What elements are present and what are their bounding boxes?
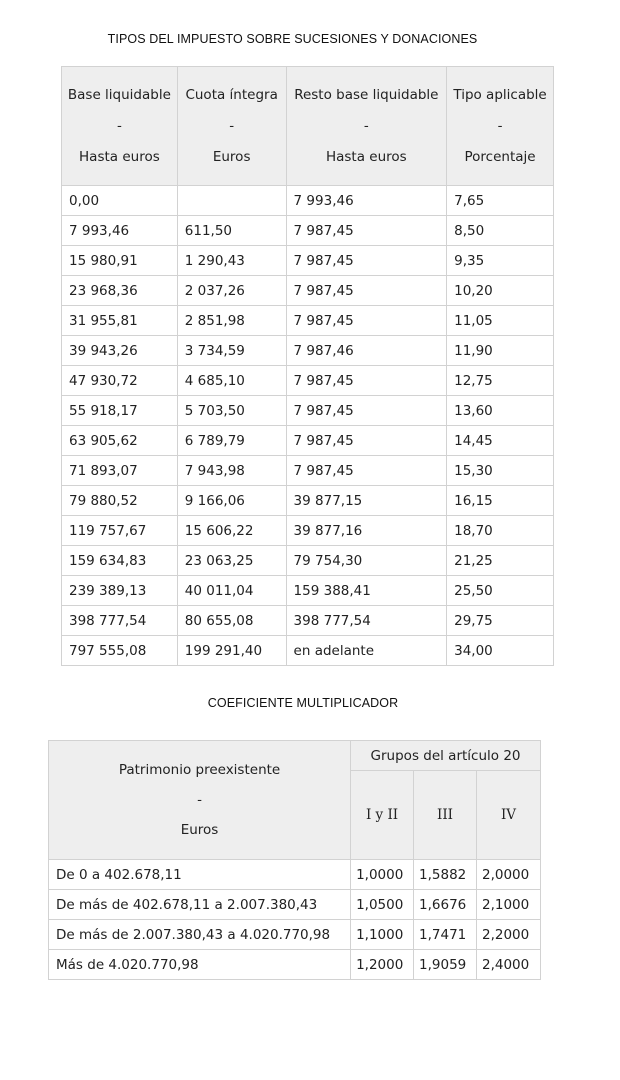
cell-coef-i-ii: 1,2000 — [351, 950, 414, 980]
cell-tipo-aplicable: 25,50 — [447, 576, 554, 606]
header-group-i-ii: I y II — [351, 771, 414, 860]
cell-tipo-aplicable: 11,90 — [447, 336, 554, 366]
cell-resto-base: 7 987,45 — [286, 456, 447, 486]
table-row — [62, 366, 554, 396]
cell-resto-base: 7 987,46 — [286, 336, 447, 366]
cell-coef-i-ii: 1,0500 — [351, 890, 414, 920]
cell-coef-iii: 1,6676 — [414, 890, 477, 920]
cell-resto-base: 39 877,16 — [286, 516, 447, 546]
cell-resto-base: 7 993,46 — [286, 186, 447, 216]
cell-tipo-aplicable: 8,50 — [447, 216, 554, 246]
table-row — [49, 890, 541, 920]
cell-base-liquidable: 71 893,07 — [62, 456, 178, 486]
table-row — [62, 276, 554, 306]
cell-cuota-integra: 9 166,06 — [177, 486, 286, 516]
cell-base-liquidable: 31 955,81 — [62, 306, 178, 336]
table-row — [62, 606, 554, 636]
cell-resto-base: 7 987,45 — [286, 246, 447, 276]
cell-resto-base: 7 987,45 — [286, 276, 447, 306]
header-patrimonio: Patrimonio preexistente - Euros — [49, 741, 351, 860]
table-row — [62, 516, 554, 546]
cell-base-liquidable: 23 968,36 — [62, 276, 178, 306]
cell-coef-iv: 2,2000 — [477, 920, 541, 950]
table-row — [62, 486, 554, 516]
cell-cuota-integra: 23 063,25 — [177, 546, 286, 576]
cell-cuota-integra: 3 734,59 — [177, 336, 286, 366]
cell-tipo-aplicable: 10,20 — [447, 276, 554, 306]
table-row — [62, 576, 554, 606]
cell-cuota-integra: 2 851,98 — [177, 306, 286, 336]
cell-resto-base: en adelante — [286, 636, 447, 666]
cell-patrimonio: Más de 4.020.770,98 — [49, 950, 351, 980]
multiplier-title: COEFICIENTE MULTIPLICADOR — [207, 696, 399, 710]
cell-patrimonio: De más de 402.678,11 a 2.007.380,43 — [49, 890, 351, 920]
header-grupos: Grupos del artículo 20 — [351, 741, 541, 771]
cell-tipo-aplicable: 13,60 — [447, 396, 554, 426]
header-base-liquidable: Base liquidable - Hasta euros — [62, 67, 178, 186]
table-row — [62, 636, 554, 666]
cell-base-liquidable: 15 980,91 — [62, 246, 178, 276]
cell-coef-iv: 2,4000 — [477, 950, 541, 980]
cell-tipo-aplicable: 15,30 — [447, 456, 554, 486]
cell-patrimonio: De 0 a 402.678,11 — [49, 860, 351, 890]
cell-coef-iv: 2,1000 — [477, 890, 541, 920]
cell-cuota-integra: 15 606,22 — [177, 516, 286, 546]
cell-cuota-integra: 2 037,26 — [177, 276, 286, 306]
cell-resto-base: 7 987,45 — [286, 216, 447, 246]
cell-cuota-integra: 611,50 — [177, 216, 286, 246]
table-row — [62, 186, 554, 216]
cell-tipo-aplicable: 29,75 — [447, 606, 554, 636]
cell-tipo-aplicable: 12,75 — [447, 366, 554, 396]
cell-base-liquidable: 239 389,13 — [62, 576, 178, 606]
table-row — [49, 920, 541, 950]
tax-rates-header-row — [62, 67, 554, 186]
cell-cuota-integra: 1 290,43 — [177, 246, 286, 276]
cell-cuota-integra: 199 291,40 — [177, 636, 286, 666]
table-row — [62, 246, 554, 276]
cell-tipo-aplicable: 21,25 — [447, 546, 554, 576]
table-row — [62, 546, 554, 576]
cell-cuota-integra: 5 703,50 — [177, 396, 286, 426]
table-row — [62, 336, 554, 366]
cell-tipo-aplicable: 7,65 — [447, 186, 554, 216]
cell-resto-base: 159 388,41 — [286, 576, 447, 606]
cell-cuota-integra: 4 685,10 — [177, 366, 286, 396]
table-row — [62, 306, 554, 336]
table-row — [62, 426, 554, 456]
cell-coef-iii: 1,9059 — [414, 950, 477, 980]
cell-tipo-aplicable: 14,45 — [447, 426, 554, 456]
table-row — [62, 456, 554, 486]
cell-base-liquidable: 159 634,83 — [62, 546, 178, 576]
cell-coef-i-ii: 1,1000 — [351, 920, 414, 950]
table-row — [62, 216, 554, 246]
cell-coef-i-ii: 1,0000 — [351, 860, 414, 890]
cell-resto-base: 7 987,45 — [286, 396, 447, 426]
cell-coef-iii: 1,5882 — [414, 860, 477, 890]
table-row — [62, 396, 554, 426]
cell-tipo-aplicable: 11,05 — [447, 306, 554, 336]
cell-base-liquidable: 0,00 — [62, 186, 178, 216]
cell-resto-base: 39 877,15 — [286, 486, 447, 516]
cell-base-liquidable: 55 918,17 — [62, 396, 178, 426]
cell-cuota-integra — [177, 186, 286, 216]
cell-cuota-integra: 7 943,98 — [177, 456, 286, 486]
cell-base-liquidable: 7 993,46 — [62, 216, 178, 246]
cell-resto-base: 7 987,45 — [286, 426, 447, 456]
cell-tipo-aplicable: 18,70 — [447, 516, 554, 546]
cell-tipo-aplicable: 16,15 — [447, 486, 554, 516]
multiplier-header-row — [49, 741, 541, 771]
cell-resto-base: 79 754,30 — [286, 546, 447, 576]
multiplier-table — [48, 740, 541, 980]
cell-tipo-aplicable: 9,35 — [447, 246, 554, 276]
tax-rates-table — [61, 66, 554, 666]
cell-base-liquidable: 39 943,26 — [62, 336, 178, 366]
header-resto-base: Resto base liquidable - Hasta euros — [286, 67, 447, 186]
table-row — [49, 950, 541, 980]
header-cuota-integra: Cuota íntegra - Euros — [177, 67, 286, 186]
cell-resto-base: 7 987,45 — [286, 306, 447, 336]
table-row — [49, 860, 541, 890]
cell-base-liquidable: 79 880,52 — [62, 486, 178, 516]
cell-cuota-integra: 80 655,08 — [177, 606, 286, 636]
cell-base-liquidable: 47 930,72 — [62, 366, 178, 396]
cell-resto-base: 398 777,54 — [286, 606, 447, 636]
cell-cuota-integra: 40 011,04 — [177, 576, 286, 606]
header-group-iii: III — [414, 771, 477, 860]
cell-resto-base: 7 987,45 — [286, 366, 447, 396]
tax-rates-title: TIPOS DEL IMPUESTO SOBRE SUCESIONES Y DONACIONES — [107, 32, 478, 46]
cell-tipo-aplicable: 34,00 — [447, 636, 554, 666]
cell-base-liquidable: 797 555,08 — [62, 636, 178, 666]
cell-cuota-integra: 6 789,79 — [177, 426, 286, 456]
cell-base-liquidable: 119 757,67 — [62, 516, 178, 546]
header-group-iv: IV — [477, 771, 541, 860]
cell-coef-iv: 2,0000 — [477, 860, 541, 890]
cell-patrimonio: De más de 2.007.380,43 a 4.020.770,98 — [49, 920, 351, 950]
cell-base-liquidable: 398 777,54 — [62, 606, 178, 636]
cell-coef-iii: 1,7471 — [414, 920, 477, 950]
cell-base-liquidable: 63 905,62 — [62, 426, 178, 456]
header-tipo-aplicable: Tipo aplicable - Porcentaje — [447, 67, 554, 186]
